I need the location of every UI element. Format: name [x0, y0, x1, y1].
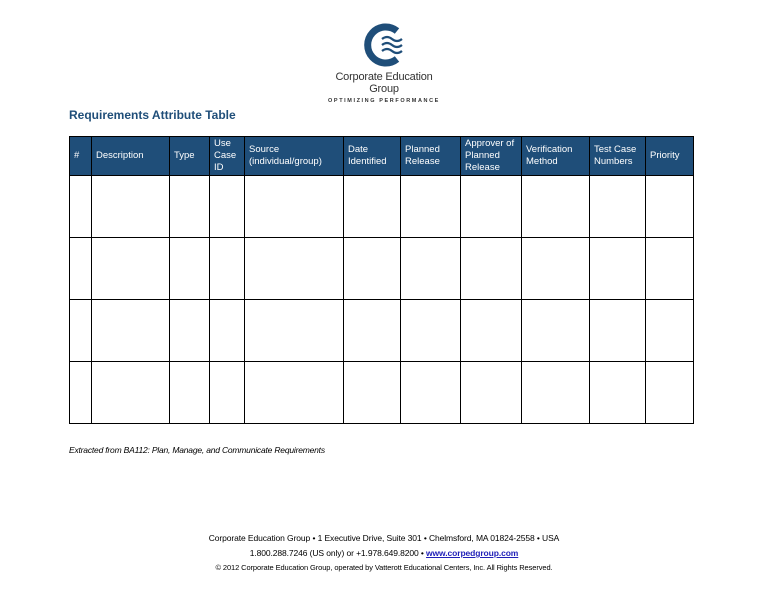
logo-company-name: Corporate Education Group [335, 71, 433, 95]
table-cell[interactable] [245, 238, 344, 300]
table-cell[interactable] [70, 176, 92, 238]
company-logo [320, 22, 448, 104]
logo-c-wave-icon [359, 22, 409, 68]
table-cell[interactable] [170, 362, 210, 424]
extract-note: Extracted from BA112: Plan, Manage, and Communicate Requirements [69, 445, 325, 455]
logo-tagline: OPTIMIZING PERFORMANCE [328, 98, 440, 104]
table-cell[interactable] [170, 176, 210, 238]
table-cell[interactable] [92, 176, 170, 238]
table-cell[interactable] [646, 176, 694, 238]
table-header-row [70, 137, 694, 176]
table-cell[interactable] [461, 238, 522, 300]
table-cell[interactable] [461, 176, 522, 238]
table-cell[interactable] [522, 238, 590, 300]
col-header-planned-release: Planned Release [401, 137, 461, 176]
table-cell[interactable] [210, 238, 245, 300]
table-cell[interactable] [590, 300, 646, 362]
table-cell[interactable] [590, 362, 646, 424]
table-cell[interactable] [344, 238, 401, 300]
col-header-description: Description [92, 137, 170, 176]
table-cell[interactable] [646, 300, 694, 362]
table-cell[interactable] [461, 300, 522, 362]
table-row [70, 362, 694, 424]
col-header-verification-method: Verification Method [522, 137, 590, 176]
table-cell[interactable] [401, 362, 461, 424]
footer-address: Corporate Education Group • 1 Executive Drive, Suite 301 • Chelmsford, MA 01824-2558 • USA [208, 533, 560, 543]
table-cell[interactable] [92, 300, 170, 362]
table-row [70, 300, 694, 362]
website-link[interactable]: www.corpedgroup.com [426, 548, 519, 558]
table-cell[interactable] [170, 238, 210, 300]
table-cell[interactable] [401, 238, 461, 300]
col-header-type: Type [170, 137, 210, 176]
table-cell[interactable] [170, 300, 210, 362]
table-cell[interactable] [401, 300, 461, 362]
table-cell[interactable] [344, 362, 401, 424]
footer-contact [0, 548, 768, 558]
table-row [70, 176, 694, 238]
table-body [70, 176, 694, 424]
col-header-priority: Priority [646, 137, 694, 176]
col-header-source: Source (individual/group) [245, 137, 344, 176]
table-cell[interactable] [210, 362, 245, 424]
table-cell[interactable] [590, 176, 646, 238]
col-header-approver: Approver of Planned Release [461, 137, 522, 176]
table-cell[interactable] [70, 362, 92, 424]
table-cell[interactable] [401, 176, 461, 238]
table-cell[interactable] [646, 362, 694, 424]
col-header-use-case-id: Use Case ID [210, 137, 245, 176]
table-cell[interactable] [522, 176, 590, 238]
table-cell[interactable] [522, 362, 590, 424]
table-cell[interactable] [344, 176, 401, 238]
table-cell[interactable] [245, 362, 344, 424]
table-cell[interactable] [210, 300, 245, 362]
table-cell[interactable] [210, 176, 245, 238]
table-cell[interactable] [92, 238, 170, 300]
table-cell[interactable] [590, 238, 646, 300]
footer-copyright: © 2012 Corporate Education Group, operated by Vatterott Educational Centers, Inc. All Rights Reserved. [215, 563, 553, 572]
col-header-test-case-numbers: Test Case Numbers [590, 137, 646, 176]
table-cell[interactable] [70, 238, 92, 300]
table-cell[interactable] [92, 362, 170, 424]
page-title: Requirements Attribute Table [69, 108, 236, 122]
table-row [70, 238, 694, 300]
table-cell[interactable] [245, 176, 344, 238]
table-cell[interactable] [646, 238, 694, 300]
table-cell[interactable] [461, 362, 522, 424]
table-cell[interactable] [522, 300, 590, 362]
col-header-date-identified: Date Identified [344, 137, 401, 176]
table-cell[interactable] [344, 300, 401, 362]
table-cell[interactable] [245, 300, 344, 362]
table-cell[interactable] [70, 300, 92, 362]
requirements-table [69, 136, 694, 424]
footer-phone: 1.800.288.7246 (US only) or +1.978.649.8200 • [249, 548, 427, 558]
col-header-number: # [70, 137, 92, 176]
